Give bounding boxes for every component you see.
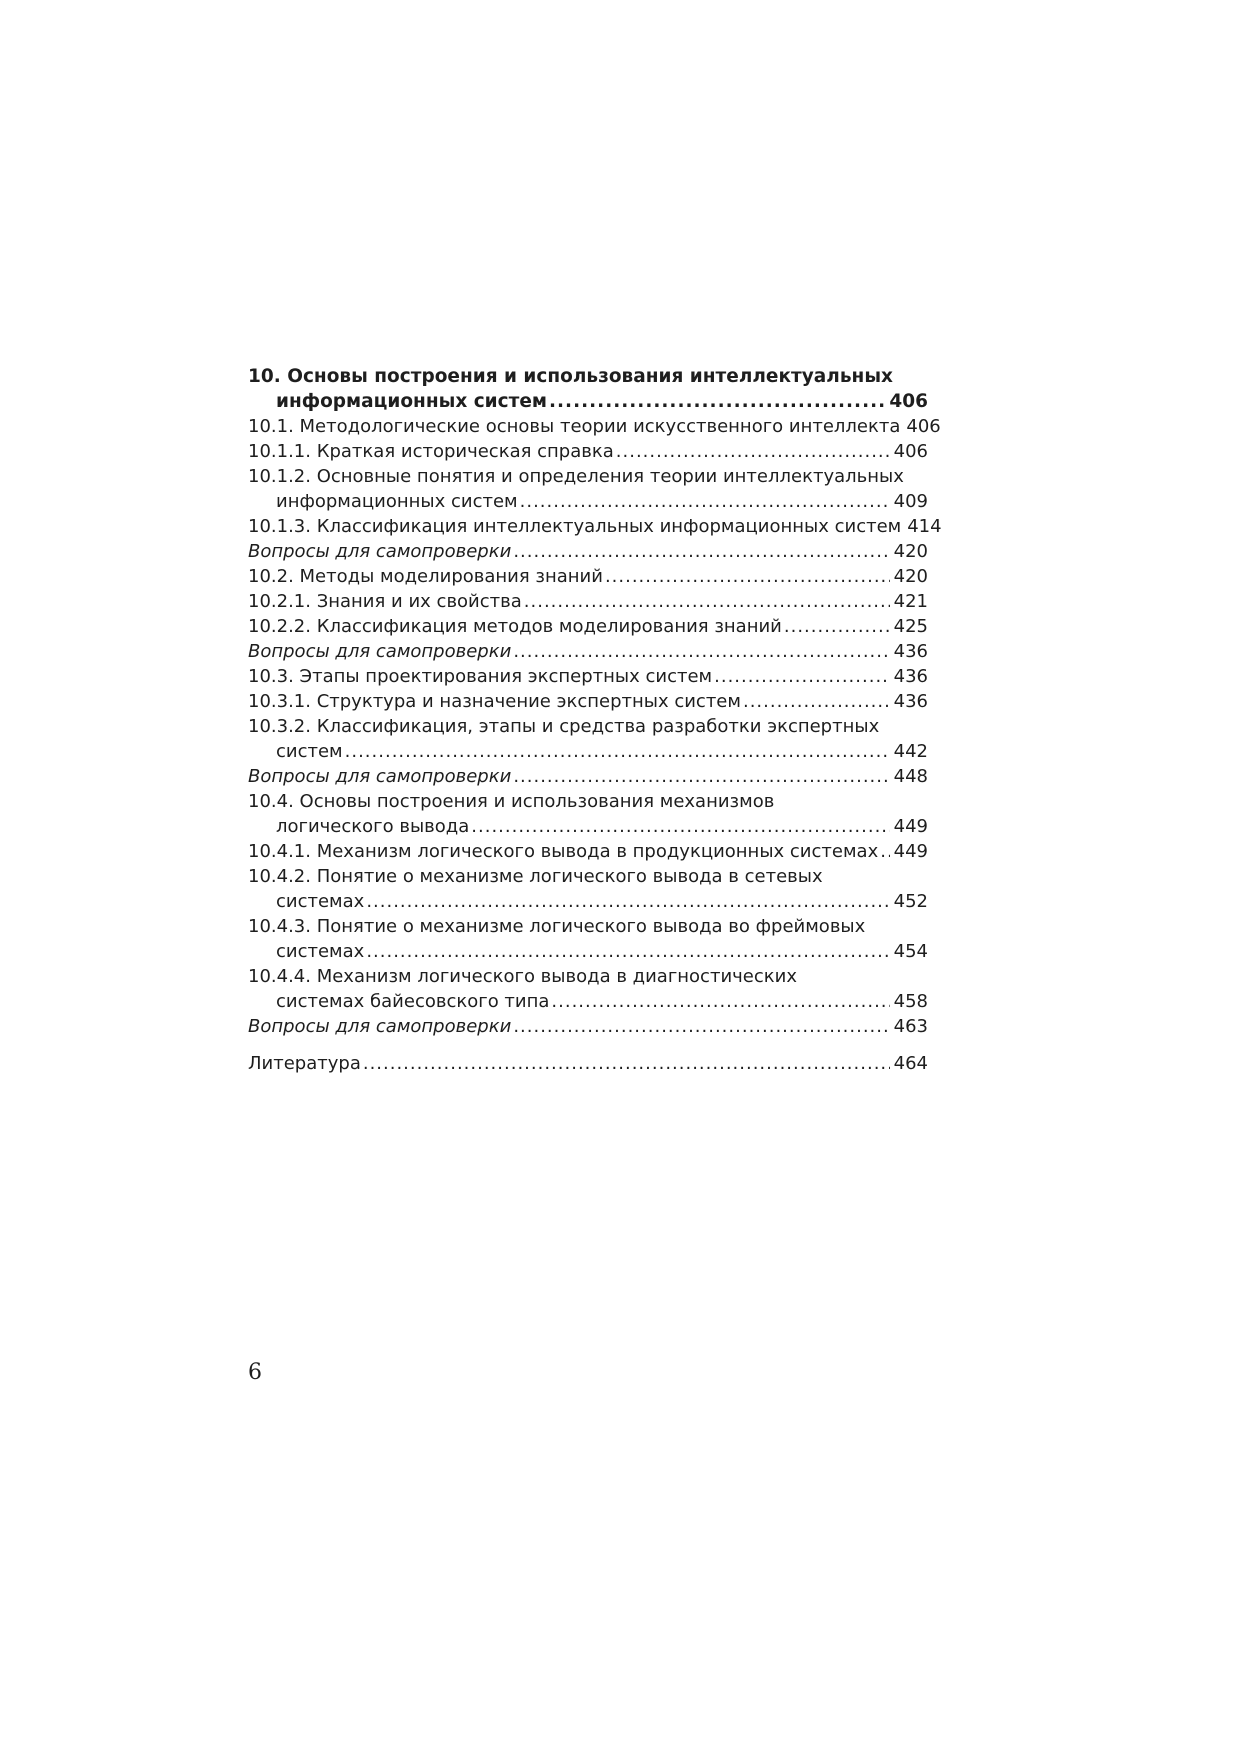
toc-page-number: 425 xyxy=(893,616,928,637)
toc-page-number: 463 xyxy=(893,1016,928,1037)
toc-entry-title: 10.4.2. Понятие о механизме логического вывода в сетевых xyxy=(248,866,823,887)
table-of-contents xyxy=(248,364,942,1076)
toc-entry-title-cont: информационных систем xyxy=(276,391,547,412)
toc-dot-leader xyxy=(743,689,890,714)
toc-page-number: 436 xyxy=(893,691,928,712)
toc-entry xyxy=(248,789,928,839)
toc-page-number: 454 xyxy=(893,941,928,962)
toc-entry-title-cont: информационных систем xyxy=(276,491,518,512)
toc-chapter-10 xyxy=(248,364,928,414)
toc-entry-title-cont: системах байесовского типа xyxy=(276,991,550,1012)
toc-entry-title: Литература xyxy=(248,1053,361,1074)
toc-entry-title: 10.4.4. Механизм логического вывода в диагностических xyxy=(248,966,797,987)
toc-entry-title: Вопросы для самопроверки xyxy=(248,1016,512,1037)
toc-entry xyxy=(248,964,928,1014)
toc-entry-review-questions xyxy=(248,1014,928,1039)
toc-dot-leader xyxy=(714,664,890,689)
toc-dot-leader xyxy=(616,439,890,464)
toc-entry xyxy=(248,914,928,964)
toc-entry-review-questions xyxy=(248,539,928,564)
toc-dot-leader xyxy=(524,589,890,614)
toc-dot-leader xyxy=(551,989,889,1014)
toc-entry-title: 10.1.2. Основные понятия и определения теории интеллектуальных xyxy=(248,466,904,487)
toc-page-number: 442 xyxy=(893,741,928,762)
toc-entry-title: 10.1.1. Краткая историческая справка xyxy=(248,441,614,462)
toc-dot-leader xyxy=(513,764,889,789)
toc-entry xyxy=(248,414,941,439)
toc-entry-title-cont: системах xyxy=(276,941,365,962)
toc-page-number: 449 xyxy=(893,841,928,862)
toc-entry-title-cont: логического вывода xyxy=(276,816,470,837)
toc-entry-title: 10.4. Основы построения и использования механизмов xyxy=(248,791,775,812)
toc-dot-leader xyxy=(520,489,890,514)
toc-page-number: 449 xyxy=(893,816,928,837)
toc-page-number: 406 xyxy=(893,441,928,462)
toc-entry xyxy=(248,689,928,714)
toc-entry xyxy=(248,439,928,464)
toc-entry-title: 10.2.1. Знания и их свойства xyxy=(248,591,522,612)
toc-entry-title: 10.2.2. Классификация методов моделирования знаний xyxy=(248,616,782,637)
toc-page-number: 409 xyxy=(893,491,928,512)
toc-page-number: 421 xyxy=(893,591,928,612)
toc-dot-leader xyxy=(513,1014,889,1039)
toc-entry-title: 10.4.3. Понятие о механизме логического вывода во фреймовых xyxy=(248,916,866,937)
toc-entry-literature xyxy=(248,1051,928,1076)
toc-page-number: 436 xyxy=(893,641,928,662)
toc-entry-title: 10. Основы построения и использования интеллектуальных xyxy=(248,366,893,387)
toc-dot-leader xyxy=(471,814,889,839)
toc-entry xyxy=(248,714,928,764)
toc-dot-leader xyxy=(366,889,889,914)
toc-entry xyxy=(248,589,928,614)
toc-page-number: 420 xyxy=(893,566,928,587)
toc-entry-title: Вопросы для самопроверки xyxy=(248,766,512,787)
toc-page-number: 414 xyxy=(907,516,942,537)
toc-entry-title: 10.3.1. Структура и назначение экспертных систем xyxy=(248,691,741,712)
toc-entry-review-questions xyxy=(248,639,928,664)
toc-dot-leader xyxy=(784,614,890,639)
toc-page-number: 406 xyxy=(906,416,941,437)
toc-entry-title: Вопросы для самопроверки xyxy=(248,541,512,562)
toc-entry-title-cont: системах xyxy=(276,891,365,912)
toc-entry xyxy=(248,864,928,914)
toc-page-number: 452 xyxy=(893,891,928,912)
toc-entry xyxy=(248,839,928,864)
toc-entry-title: 10.1. Методологические основы теории искусственного интеллекта xyxy=(248,416,901,437)
toc-dot-leader xyxy=(513,539,889,564)
toc-dot-leader xyxy=(549,389,885,414)
toc-dot-leader xyxy=(880,839,889,864)
toc-dot-leader xyxy=(363,1051,890,1076)
toc-entry-title-cont: систем xyxy=(276,741,343,762)
toc-page-number: 436 xyxy=(893,666,928,687)
toc-entry-title: 10.1.3. Классификация интеллектуальных информационных систем xyxy=(248,516,902,537)
toc-entry xyxy=(248,614,928,639)
toc-entry-review-questions xyxy=(248,764,928,789)
toc-entry-title: 10.3.2. Классификация, этапы и средства разработки экспертных xyxy=(248,716,880,737)
toc-entry xyxy=(248,514,942,539)
toc-entry-title: 10.4.1. Механизм логического вывода в продукционных системах xyxy=(248,841,879,862)
toc-entry xyxy=(248,464,928,514)
toc-entry xyxy=(248,564,928,589)
toc-dot-leader xyxy=(605,564,890,589)
toc-page-number: 420 xyxy=(893,541,928,562)
toc-page-number: 406 xyxy=(889,391,928,412)
toc-entry-title: 10.3. Этапы проектирования экспертных систем xyxy=(248,666,713,687)
toc-dot-leader xyxy=(513,639,889,664)
toc-page-number: 458 xyxy=(893,991,928,1012)
toc-dot-leader xyxy=(366,939,889,964)
page-number: 6 xyxy=(248,1360,262,1385)
toc-page-number: 448 xyxy=(893,766,928,787)
toc-dot-leader xyxy=(345,739,890,764)
toc-entry-title: Вопросы для самопроверки xyxy=(248,641,512,662)
toc-entry-title: 10.2. Методы моделирования знаний xyxy=(248,566,603,587)
toc-entry xyxy=(248,664,928,689)
toc-page-number: 464 xyxy=(893,1053,928,1074)
